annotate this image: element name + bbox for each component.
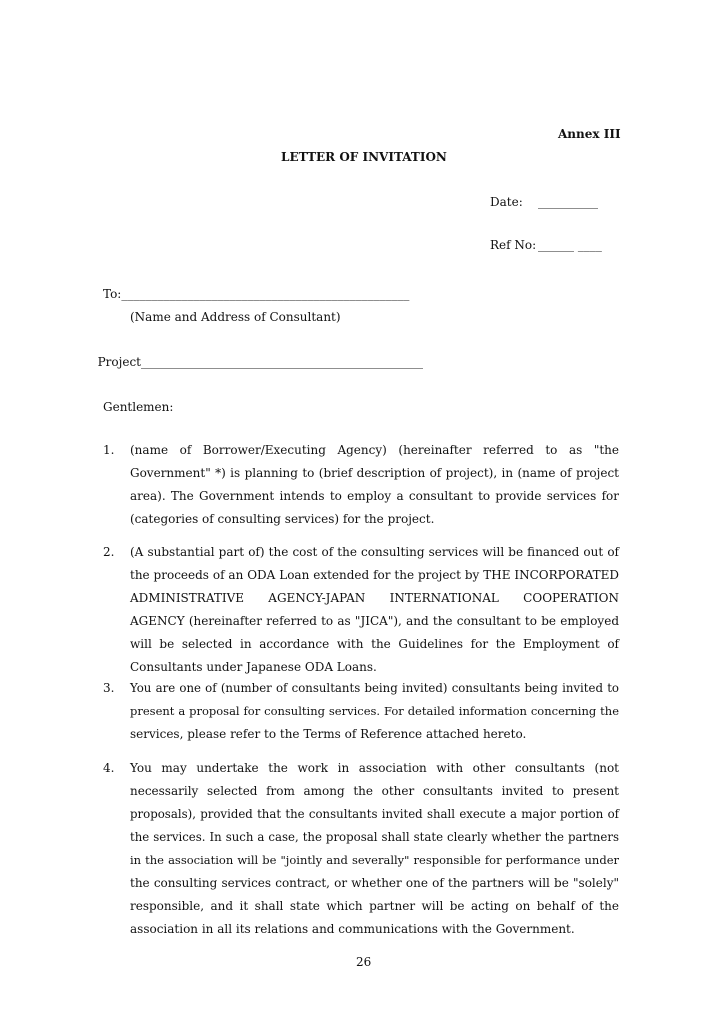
paragraph-line: the consulting services contract, or whether one of the partners will be "solely": [130, 876, 619, 890]
paragraph-line: area). The Government intends to employ a consultant to provide services for: [130, 489, 619, 503]
paragraph-line: proposals), provided that the consultants invited shall execute a major portion of: [130, 807, 619, 821]
paragraph-line: AGENCY (hereinafter referred to as "JICA"), and the consultant to be employed: [130, 614, 619, 628]
paragraph-line: will be selected in accordance with the Guidelines for the Employment of: [130, 637, 619, 651]
paragraph-line: the proceeds of an ODA Loan extended for the project by THE INCORPORATED: [130, 568, 619, 582]
to-note: (Name and Address of Consultant): [130, 310, 341, 324]
paragraph-number: 1.: [103, 443, 115, 457]
ref-label: Ref No:: [490, 238, 537, 252]
paragraph-line: Government" *) is planning to (brief description of project), in (name of project: [130, 466, 619, 480]
paragraph-line: (categories of consulting services) for the project.: [130, 512, 435, 526]
paragraph-number: 4.: [103, 761, 115, 775]
paragraph-line: in the association will be "jointly and severally" responsible for performance under: [130, 853, 619, 867]
page-title: LETTER OF INVITATION: [281, 150, 447, 164]
paragraph-line: You are one of (number of consultants being invited) consultants being invited to: [130, 681, 619, 695]
project-line: _______________________________________________Project: [97, 355, 423, 369]
paragraph-line: necessarily selected from among the other consultants invited to present: [130, 784, 619, 798]
paragraph-line: association in all its relations and communications with the Government.: [130, 922, 575, 936]
paragraph-line: services, please refer to the Terms of Reference attached hereto.: [130, 727, 527, 741]
salutation: Gentlemen:: [103, 400, 174, 414]
page-number: 26: [356, 955, 372, 969]
paragraph-line: responsible, and it shall state which partner will be acting on behalf of the: [130, 899, 619, 913]
paragraph-number: 2.: [103, 545, 115, 559]
paragraph-line: You may undertake the work in association with other consultants (not: [130, 761, 619, 775]
paragraph-line: present a proposal for consulting services. For detailed information concerning the: [130, 704, 619, 718]
date-field: __________: [538, 195, 598, 209]
to-line: To:________________________________________________: [103, 287, 410, 301]
paragraph-line: (name of Borrower/Executing Agency) (hereinafter referred to as "the: [130, 443, 619, 457]
annex-label: Annex III: [558, 127, 621, 141]
paragraph-line: the services. In such a case, the proposal shall state clearly whether the partners: [130, 830, 619, 844]
paragraph-line: Consultants under Japanese ODA Loans.: [130, 660, 377, 674]
paragraph-line: (A substantial part of) the cost of the consulting services will be financed out of: [130, 545, 619, 559]
paragraph-number: 3.: [103, 681, 115, 695]
paragraph-line: ADMINISTRATIVE AGENCY-JAPAN INTERNATIONAL COOPERATION: [130, 591, 619, 605]
date-label: Date:: [490, 195, 523, 209]
ref-field: ______ ____: [538, 238, 602, 252]
